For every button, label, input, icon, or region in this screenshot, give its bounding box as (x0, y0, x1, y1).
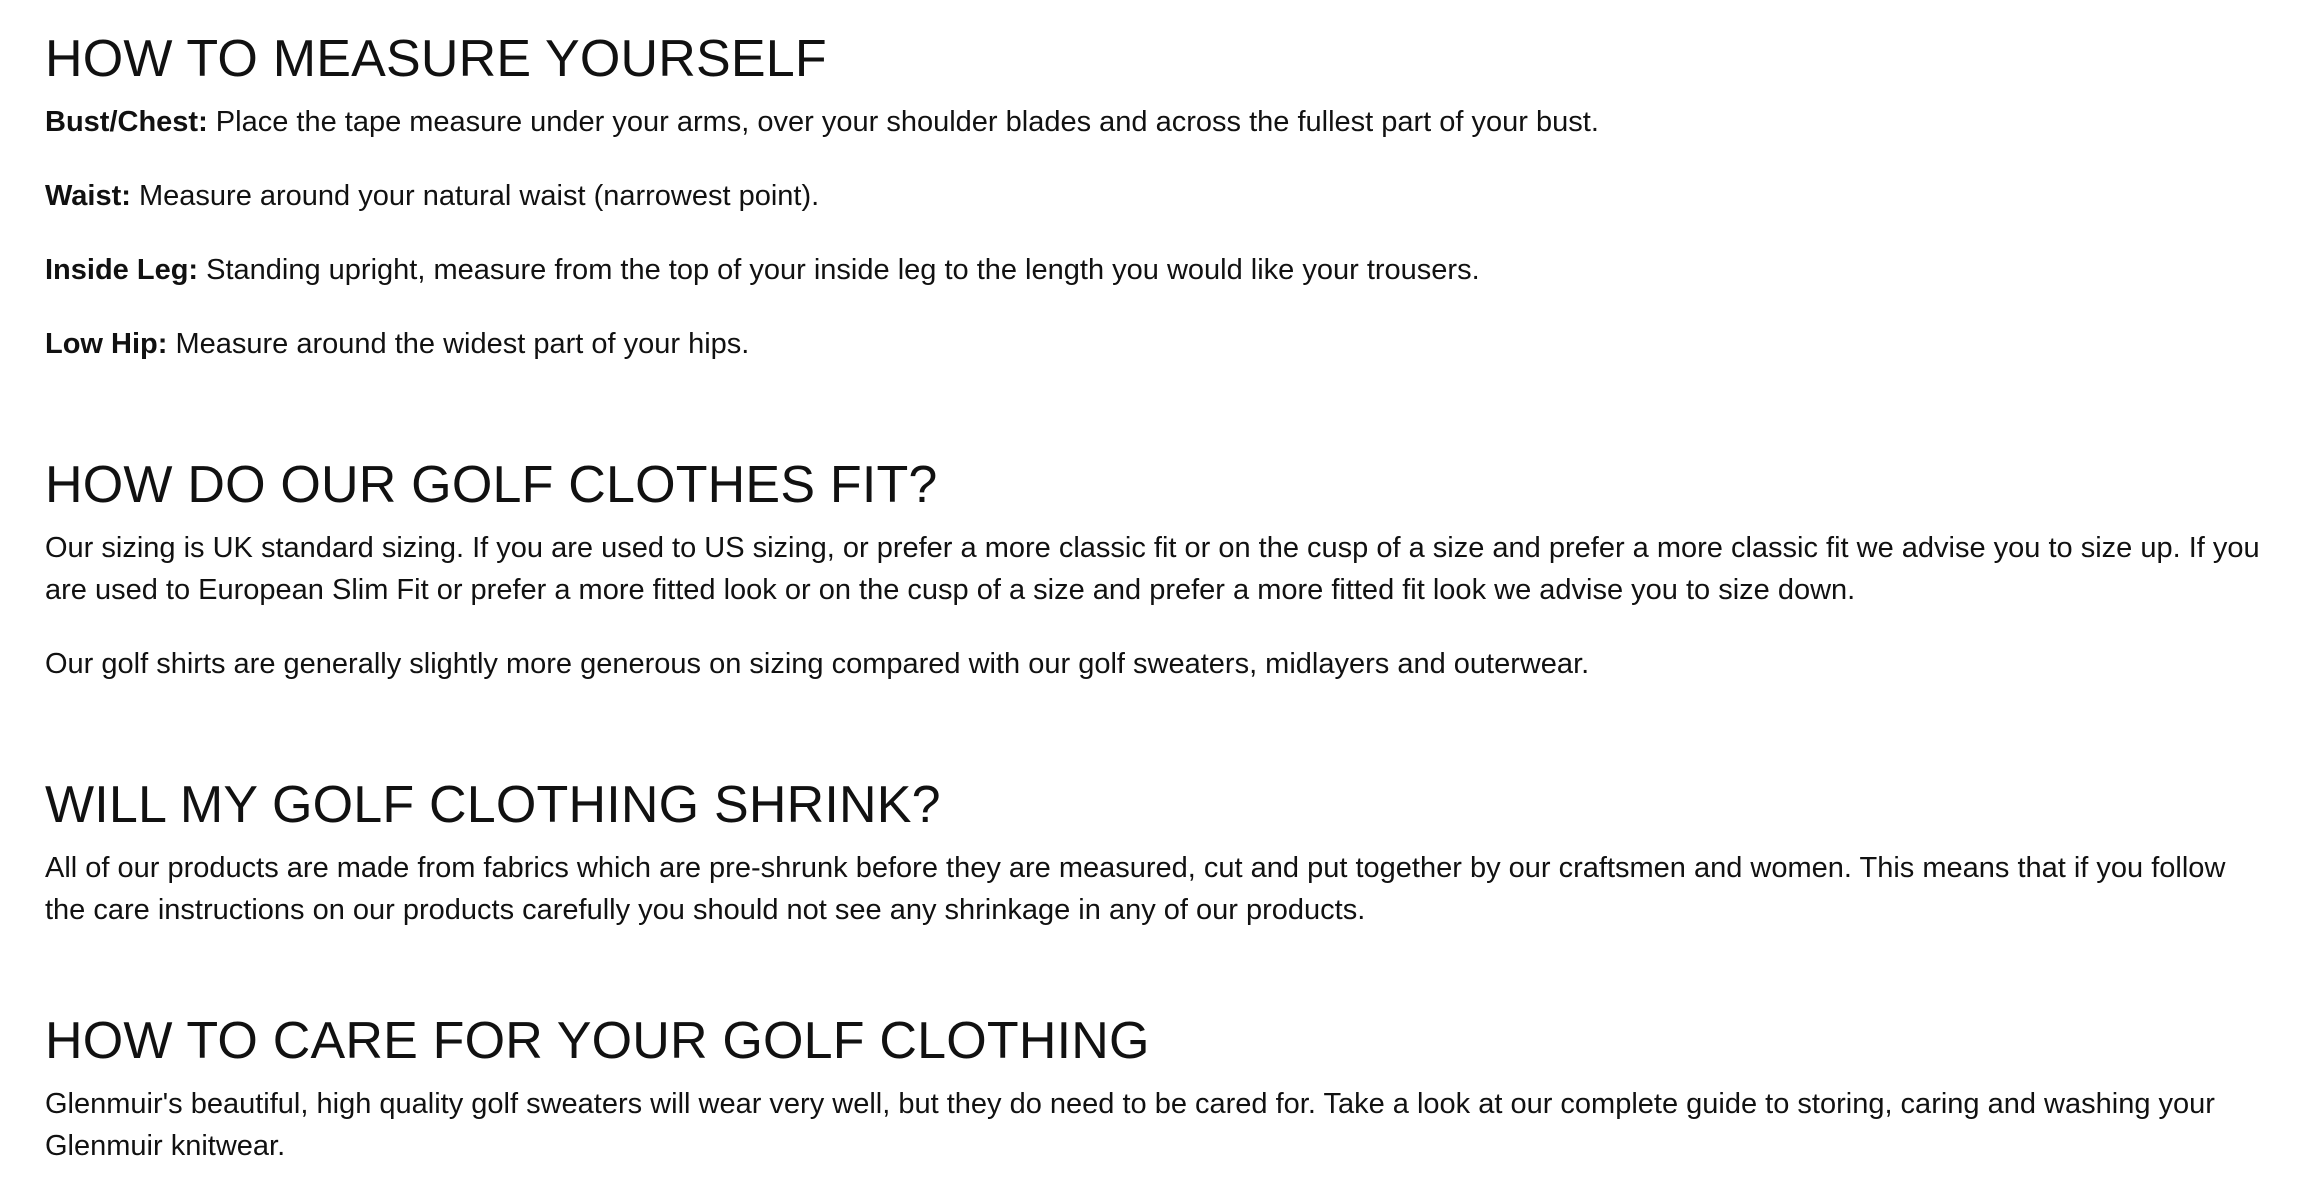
bust-chest-label: Bust/Chest: (45, 106, 208, 138)
inside-leg-instruction (45, 249, 2268, 291)
waist-text: Measure around your natural waist (narrowest point). (130, 180, 820, 212)
low-hip-instruction (45, 323, 2268, 365)
how-clothes-fit-heading: HOW DO OUR GOLF CLOTHES FIT? (45, 456, 938, 514)
inside-leg-label: Inside Leg: (45, 254, 199, 286)
shrink-section (45, 685, 2268, 931)
how-to-measure-heading: HOW TO MEASURE YOURSELF (45, 30, 827, 88)
low-hip-text: Measure around the widest part of your hips. (167, 328, 750, 360)
how-clothes-fit-section (45, 365, 2268, 685)
bust-chest-instruction (45, 101, 2268, 143)
inside-leg-text: Standing upright, measure from the top of your inside leg to the length you would like your trousers. (198, 254, 1480, 286)
care-paragraph: Glenmuir's beautiful, high quality golf sweaters will wear very well, but they do need to be cared for. Take a look at our complete guide to storing, caring and washing your Glenmuir knitwear. (45, 1088, 2215, 1162)
care-heading: HOW TO CARE FOR YOUR GOLF CLOTHING (45, 1012, 1150, 1070)
shrink-paragraph: All of our products are made from fabrics which are pre-shrunk before they are measured, cut and put together by our craftsmen and women. This means that if you follow the care instructions on our products carefully you should not see any shrinkage in any of our products. (45, 852, 2226, 926)
care-section (45, 931, 2268, 1167)
waist-label: Waist: (45, 180, 131, 212)
shrink-heading: WILL MY GOLF CLOTHING SHRINK? (45, 776, 941, 834)
bust-chest-text: Place the tape measure under your arms, over your shoulder blades and across the fullest part of your bust. (207, 106, 1599, 138)
sizing-advice-paragraph: Our sizing is UK standard sizing. If you are used to US sizing, or prefer a more classic fit or on the cusp of a size and prefer a more classic fit we advise you to size up. If you are used to European Slim Fit or prefer a more fitted look or on the cusp of a size and prefer a more fitted fit look we advise you to size down. (45, 532, 2260, 606)
how-to-measure-section (45, 0, 2268, 365)
waist-instruction (45, 175, 2268, 217)
low-hip-label: Low Hip: (45, 328, 168, 360)
shirt-sizing-paragraph: Our golf shirts are generally slightly more generous on sizing compared with our golf sweaters, midlayers and outerwear. (45, 648, 1590, 680)
